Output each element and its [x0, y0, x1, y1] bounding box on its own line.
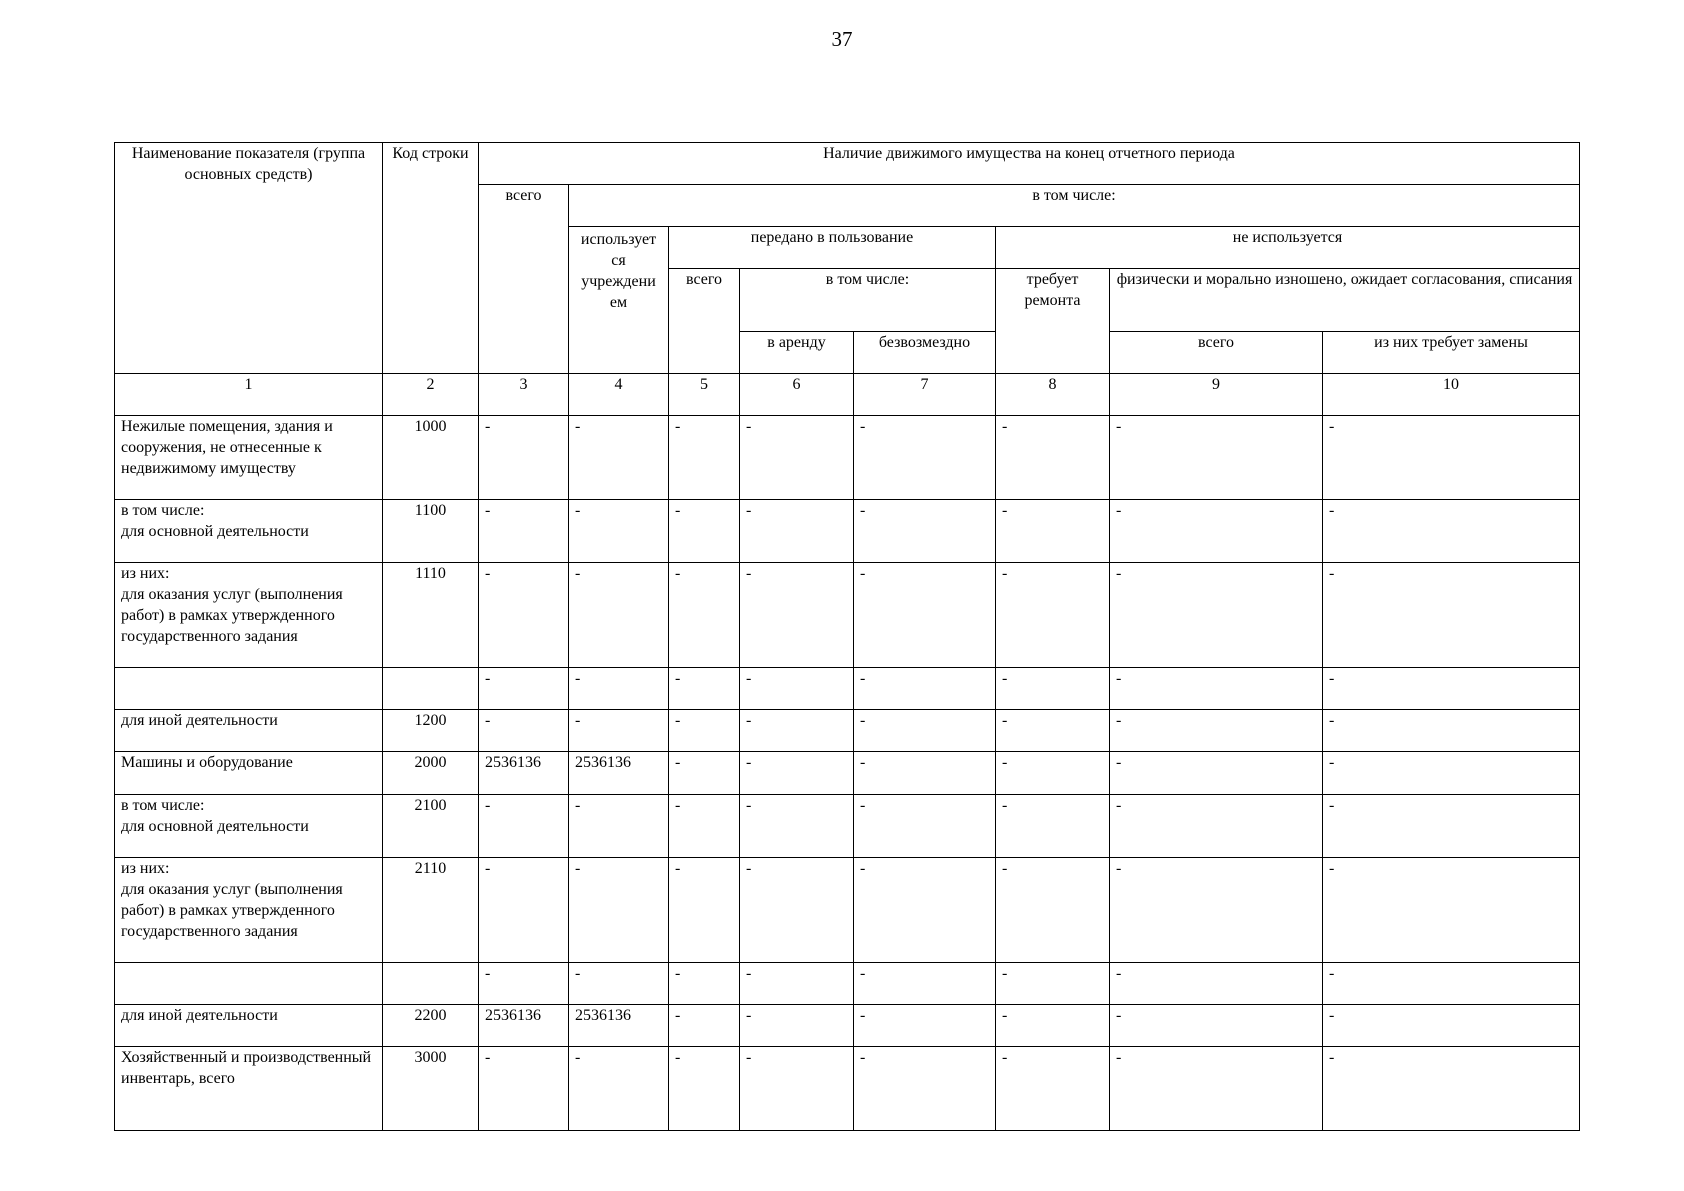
- row-value-col-5: -: [669, 858, 740, 963]
- row-indicator-name: Хозяйственный и производственный инвентарь, всего: [115, 1047, 383, 1131]
- header-transferred: передано в пользование: [669, 227, 996, 269]
- header-availability: Наличие движимого имущества на конец отчетного периода: [479, 143, 1580, 185]
- row-value-col-7: -: [854, 1047, 996, 1131]
- row-code: 2110: [383, 858, 479, 963]
- row-value-col-5: -: [669, 500, 740, 563]
- row-value-col-5: -: [669, 668, 740, 710]
- row-value-col-3: -: [479, 500, 569, 563]
- row-value-col-3: 2536136: [479, 1005, 569, 1047]
- row-value-col-4: -: [569, 563, 669, 668]
- row-value-col-9: -: [1110, 963, 1323, 1005]
- row-value-col-4: -: [569, 963, 669, 1005]
- row-value-col-9: -: [1110, 752, 1323, 795]
- row-code: [383, 668, 479, 710]
- table-body: [115, 416, 1580, 1131]
- row-value-col-8: -: [996, 563, 1110, 668]
- row-value-col-3: -: [479, 563, 569, 668]
- header-transferred-total: всего: [669, 269, 740, 374]
- row-value-col-10: -: [1323, 1005, 1580, 1047]
- row-value-col-4: -: [569, 858, 669, 963]
- row-indicator-name: в том числе: для основной деятельности: [115, 795, 383, 858]
- row-value-col-8: -: [996, 710, 1110, 752]
- row-value-col-10: -: [1323, 1047, 1580, 1131]
- column-number: 6: [740, 374, 854, 416]
- row-value-col-9: -: [1110, 858, 1323, 963]
- column-number: 7: [854, 374, 996, 416]
- page-number: 37: [831, 27, 853, 51]
- column-number-row: [115, 374, 1580, 416]
- row-indicator-name: для иной деятельности: [115, 710, 383, 752]
- row-value-col-3: -: [479, 416, 569, 500]
- column-number: 4: [569, 374, 669, 416]
- row-value-col-5: -: [669, 963, 740, 1005]
- row-value-col-10: -: [1323, 710, 1580, 752]
- row-value-col-9: -: [1110, 668, 1323, 710]
- row-value-col-8: -: [996, 1047, 1110, 1131]
- column-number: 5: [669, 374, 740, 416]
- row-value-col-8: -: [996, 752, 1110, 795]
- row-value-col-5: -: [669, 710, 740, 752]
- row-indicator-name: из них: для оказания услуг (выполнения работ) в рамках утвержденного государственного задания: [115, 563, 383, 668]
- table-row: [115, 963, 1580, 1005]
- table-row: [115, 1005, 1580, 1047]
- row-value-col-7: -: [854, 963, 996, 1005]
- header-row-code: Код строки: [383, 143, 479, 374]
- row-value-col-8: -: [996, 795, 1110, 858]
- header-used-by-institution: использует ся учреждени ем: [569, 227, 669, 374]
- header-not-used: не используется: [996, 227, 1580, 269]
- row-value-col-8: -: [996, 963, 1110, 1005]
- table-row: [115, 416, 1580, 500]
- row-value-col-9: -: [1110, 500, 1323, 563]
- row-value-col-10: -: [1323, 500, 1580, 563]
- row-value-col-3: -: [479, 795, 569, 858]
- column-number: 9: [1110, 374, 1323, 416]
- row-value-col-9: -: [1110, 1005, 1323, 1047]
- row-value-col-10: -: [1323, 795, 1580, 858]
- row-code: 2200: [383, 1005, 479, 1047]
- row-value-col-7: -: [854, 500, 996, 563]
- row-value-col-5: -: [669, 416, 740, 500]
- column-number: 2: [383, 374, 479, 416]
- row-value-col-4: 2536136: [569, 752, 669, 795]
- row-value-col-3: -: [479, 963, 569, 1005]
- table-row: [115, 710, 1580, 752]
- row-value-col-10: -: [1323, 752, 1580, 795]
- row-value-col-4: 2536136: [569, 1005, 669, 1047]
- row-value-col-5: -: [669, 563, 740, 668]
- row-value-col-6: -: [740, 416, 854, 500]
- header-needs-replacement: из них требует замены: [1323, 332, 1580, 374]
- column-number: 3: [479, 374, 569, 416]
- row-value-col-5: -: [669, 752, 740, 795]
- row-value-col-3: -: [479, 710, 569, 752]
- row-code: 1200: [383, 710, 479, 752]
- row-value-col-7: -: [854, 795, 996, 858]
- header-worn-total: всего: [1110, 332, 1323, 374]
- row-value-col-4: -: [569, 668, 669, 710]
- row-value-col-7: -: [854, 858, 996, 963]
- header-worn-out: физически и морально изношено, ожидает согласования, списания: [1110, 269, 1580, 332]
- table-row: [115, 500, 1580, 563]
- row-code: 2100: [383, 795, 479, 858]
- row-code: 2000: [383, 752, 479, 795]
- row-value-col-9: -: [1110, 710, 1323, 752]
- row-value-col-10: -: [1323, 416, 1580, 500]
- row-value-col-4: -: [569, 1047, 669, 1131]
- table-row: [115, 858, 1580, 963]
- row-value-col-8: -: [996, 668, 1110, 710]
- column-number: 1: [115, 374, 383, 416]
- row-indicator-name: [115, 668, 383, 710]
- header-needs-repair: требует ремонта: [996, 269, 1110, 374]
- row-value-col-6: -: [740, 563, 854, 668]
- row-value-col-3: -: [479, 668, 569, 710]
- row-value-col-7: -: [854, 563, 996, 668]
- row-value-col-5: -: [669, 1047, 740, 1131]
- row-value-col-9: -: [1110, 563, 1323, 668]
- row-value-col-3: 2536136: [479, 752, 569, 795]
- movable-property-table: [114, 142, 1580, 1131]
- row-value-col-6: -: [740, 1047, 854, 1131]
- row-code: 1110: [383, 563, 479, 668]
- row-code: [383, 963, 479, 1005]
- row-value-col-6: -: [740, 500, 854, 563]
- row-value-col-9: -: [1110, 1047, 1323, 1131]
- row-value-col-8: -: [996, 416, 1110, 500]
- row-value-col-9: -: [1110, 416, 1323, 500]
- row-value-col-6: -: [740, 1005, 854, 1047]
- row-value-col-8: -: [996, 1005, 1110, 1047]
- table-row: [115, 563, 1580, 668]
- row-value-col-4: -: [569, 416, 669, 500]
- row-value-col-8: -: [996, 500, 1110, 563]
- row-indicator-name: для иной деятельности: [115, 1005, 383, 1047]
- column-number: 8: [996, 374, 1110, 416]
- table-row: [115, 668, 1580, 710]
- header-indicator-name: Наименование показателя (группа основных средств): [115, 143, 383, 374]
- row-value-col-7: -: [854, 668, 996, 710]
- row-value-col-3: -: [479, 858, 569, 963]
- row-value-col-6: -: [740, 795, 854, 858]
- row-value-col-6: -: [740, 858, 854, 963]
- row-indicator-name: из них: для оказания услуг (выполнения работ) в рамках утвержденного государственного задания: [115, 858, 383, 963]
- row-code: 3000: [383, 1047, 479, 1131]
- row-value-col-8: -: [996, 858, 1110, 963]
- row-value-col-6: -: [740, 668, 854, 710]
- row-value-col-5: -: [669, 1005, 740, 1047]
- row-value-col-10: -: [1323, 668, 1580, 710]
- row-code: 1100: [383, 500, 479, 563]
- header-total: всего: [479, 185, 569, 374]
- row-value-col-10: -: [1323, 858, 1580, 963]
- row-value-col-7: -: [854, 752, 996, 795]
- row-value-col-3: -: [479, 1047, 569, 1131]
- row-value-col-10: -: [1323, 963, 1580, 1005]
- row-value-col-5: -: [669, 795, 740, 858]
- row-value-col-7: -: [854, 710, 996, 752]
- row-value-col-4: -: [569, 795, 669, 858]
- header-rent: в аренду: [740, 332, 854, 374]
- row-indicator-name: в том числе: для основной деятельности: [115, 500, 383, 563]
- table-row: [115, 1047, 1580, 1131]
- row-value-col-6: -: [740, 752, 854, 795]
- header-free-of-charge: безвозмездно: [854, 332, 996, 374]
- row-value-col-9: -: [1110, 795, 1323, 858]
- row-indicator-name: Нежилые помещения, здания и сооружения, не отнесенные к недвижимому имуществу: [115, 416, 383, 500]
- row-value-col-6: -: [740, 710, 854, 752]
- row-value-col-4: -: [569, 500, 669, 563]
- row-value-col-4: -: [569, 710, 669, 752]
- row-value-col-6: -: [740, 963, 854, 1005]
- row-value-col-10: -: [1323, 563, 1580, 668]
- row-indicator-name: [115, 963, 383, 1005]
- row-value-col-7: -: [854, 416, 996, 500]
- column-number: 10: [1323, 374, 1580, 416]
- header-including: в том числе:: [569, 185, 1580, 227]
- row-value-col-7: -: [854, 1005, 996, 1047]
- header-transferred-including: в том числе:: [740, 269, 996, 332]
- row-code: 1000: [383, 416, 479, 500]
- row-indicator-name: Машины и оборудование: [115, 752, 383, 795]
- table-row: [115, 752, 1580, 795]
- table-row: [115, 795, 1580, 858]
